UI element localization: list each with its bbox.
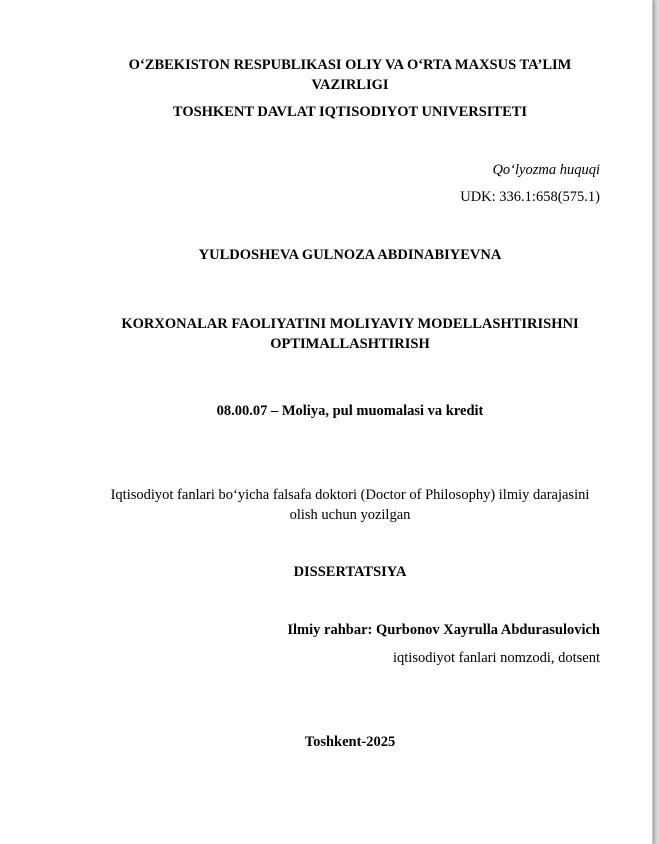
specialty-code: 08.00.07 – Moliya, pul muomalasi va kredit <box>216 403 484 419</box>
author-name: YULDOSHEVA GULNOZA ABDINABIYEVNA <box>198 247 502 263</box>
title-line-1: KORXONALAR FAOLIYATINI MOLIYAVIY MODELLASHTIRISHNI <box>121 316 579 332</box>
ministry-line-2: VAZIRLIGI <box>311 77 389 93</box>
manuscript-rights-label: Qo‘lyozma huquqi <box>492 162 600 178</box>
ministry-heading <box>90 55 610 95</box>
title-line-2: OPTIMALLASHTIRISH <box>270 336 430 352</box>
place-year: Toshkent-2025 <box>304 734 396 750</box>
udk-code: UDK: 336.1:658(575.1) <box>460 189 600 205</box>
degree-line-1: Iqtisodiyot fanlari bo‘yicha falsafa doktori (Doctor of Philosophy) ilmiy darajasini <box>110 487 590 503</box>
degree-line-2: olish uchun yozilgan <box>289 507 411 523</box>
supervisor-title: iqtisodiyot fanlari nomzodi, dotsent <box>392 650 600 666</box>
degree-statement <box>90 485 610 525</box>
document-type: DISSERTATSIYA <box>293 564 407 580</box>
university-name: TOSHKENT DAVLAT IQTISODIYOT UNIVERSITETI <box>172 104 528 120</box>
supervisor-line: Ilmiy rahbar: Qurbonov Xayrulla Abdurasulovich <box>287 622 600 638</box>
dissertation-title <box>90 314 610 354</box>
ministry-line-1: O‘ZBEKISTON RESPUBLIKASI OLIY VA O‘RTA MAXSUS TA’LIM <box>128 57 572 73</box>
